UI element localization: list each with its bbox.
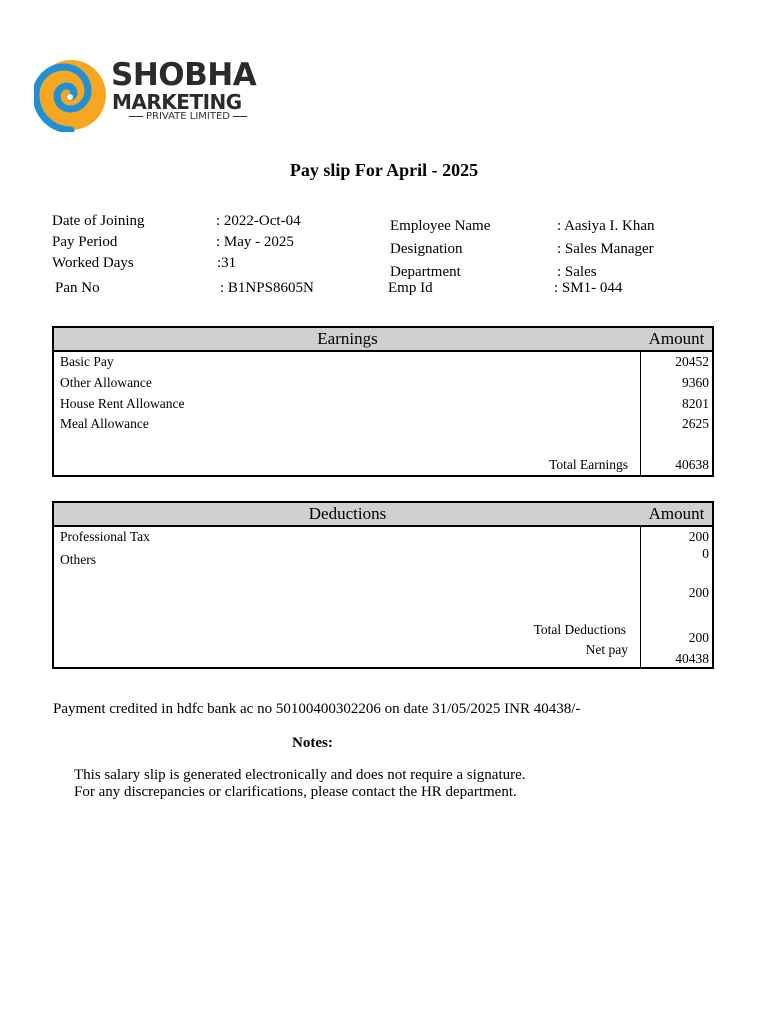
- logo-text-marketing: MARKETING: [112, 90, 242, 114]
- worked-days-label: Worked Days: [52, 255, 134, 271]
- total-deductions-amount: 200: [688, 630, 709, 645]
- earnings-table: [52, 326, 714, 477]
- pan-label: Pan No: [55, 280, 100, 296]
- earnings-row-amount: 20452: [675, 354, 709, 369]
- earnings-row-amount: 2625: [682, 416, 709, 431]
- department-label: Department: [390, 264, 461, 280]
- net-pay-amount: 40438: [675, 651, 709, 666]
- earnings-row-amount: 9360: [682, 375, 709, 390]
- earnings-row-label: Meal Allowance: [60, 416, 149, 431]
- deductions-table: [52, 501, 714, 669]
- deductions-row-label: Others: [60, 552, 96, 567]
- emp-id-value: : SM1- 044: [554, 280, 623, 296]
- notes-line: For any discrepancies or clarifications, please contact the HR department.: [74, 784, 517, 800]
- swirl-logo-icon: [34, 58, 108, 132]
- earnings-row-amount: 8201: [682, 396, 709, 411]
- designation-value: : Sales Manager: [557, 241, 654, 257]
- doj-label: Date of Joining: [52, 213, 145, 229]
- company-logo: [34, 58, 274, 132]
- deductions-header-row: [54, 503, 712, 527]
- deductions-row-label: Professional Tax: [60, 529, 150, 544]
- earnings-row-label: Other Allowance: [60, 375, 152, 390]
- designation-label: Designation: [390, 241, 463, 257]
- logo-text-shobha: SHOBHA: [111, 57, 257, 93]
- total-deductions-label: Total Deductions: [533, 622, 626, 637]
- pan-value: : B1NPS8605N: [220, 280, 314, 296]
- emp-id-label: Emp Id: [388, 280, 433, 296]
- pay-period-label: Pay Period: [52, 234, 118, 250]
- notes-heading: Notes:: [292, 735, 333, 751]
- payment-note: Payment credited in hdfc bank ac no 50100400302206 on date 31/05/2025 INR 40438/-: [53, 701, 581, 717]
- total-earnings-amount: 40638: [675, 457, 709, 472]
- pay-period-value: : May - 2025: [216, 234, 294, 250]
- earnings-header-row: [54, 328, 712, 352]
- earnings-header: Earnings: [317, 329, 378, 348]
- worked-days-value: :31: [217, 255, 237, 271]
- doj-value: : 2022-Oct-04: [216, 213, 301, 229]
- logo-text-private-limited: PRIVATE LIMITED: [114, 111, 262, 123]
- employee-name-label: Employee Name: [390, 218, 491, 234]
- deductions-row-amount: 200: [688, 529, 709, 544]
- total-earnings-label: Total Earnings: [549, 457, 628, 472]
- department-value: : Sales: [557, 264, 597, 280]
- deductions-amount-header: Amount: [648, 504, 705, 523]
- net-pay-label: Net pay: [585, 642, 628, 657]
- deductions-column-divider: [640, 503, 641, 667]
- deductions-header: Deductions: [308, 504, 387, 523]
- notes-line: This salary slip is generated electronically and does not require a signature.: [74, 767, 526, 783]
- employee-name-value: : Aasiya I. Khan: [557, 218, 655, 234]
- payslip-title: Pay slip For April - 2025: [289, 160, 479, 180]
- earnings-row-label: House Rent Allowance: [60, 396, 185, 411]
- deductions-row-amount: 0: [702, 546, 709, 561]
- deductions-subtotal-amount: 200: [688, 585, 709, 600]
- earnings-row-label: Basic Pay: [60, 354, 114, 369]
- earnings-amount-header: Amount: [648, 329, 705, 348]
